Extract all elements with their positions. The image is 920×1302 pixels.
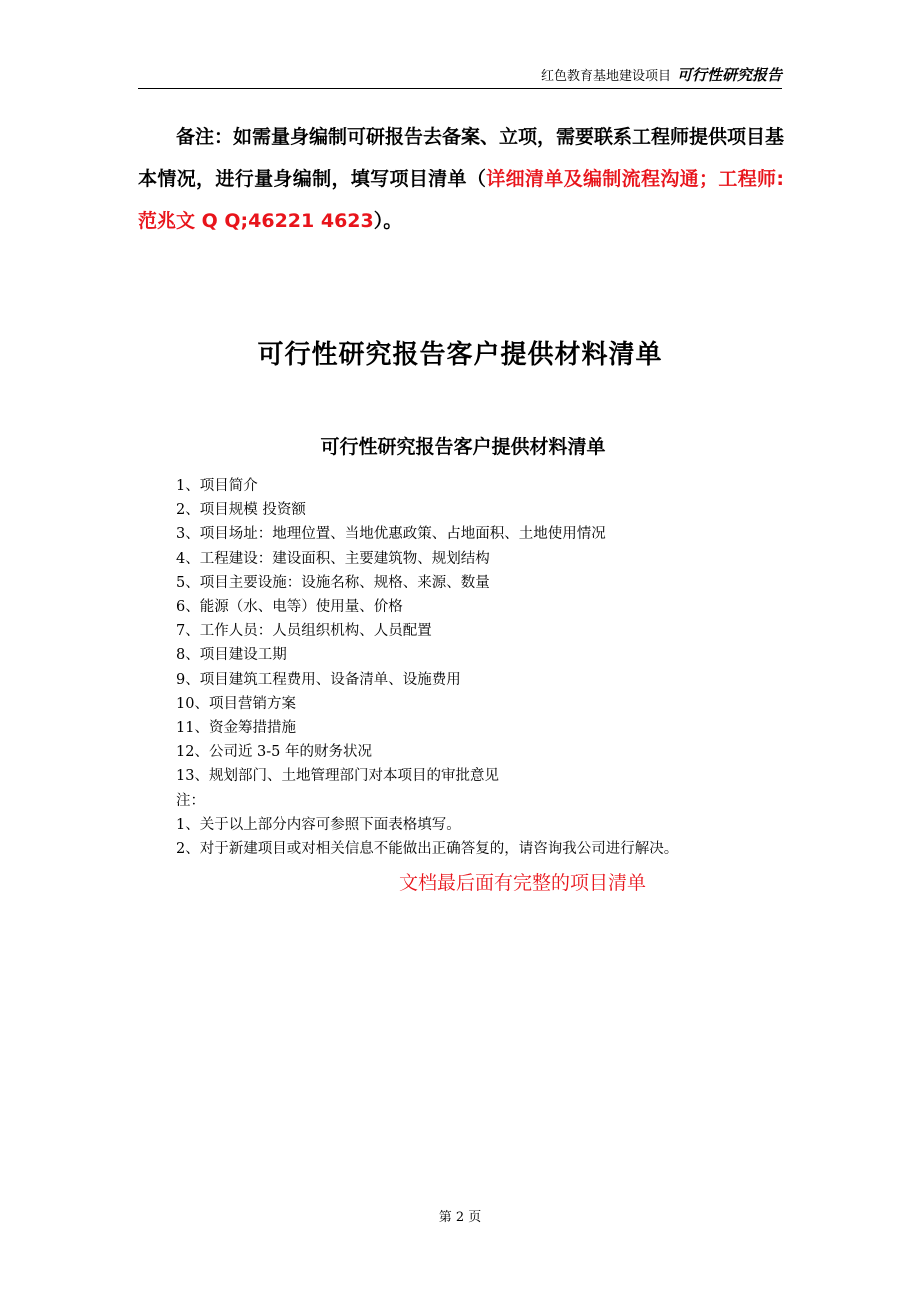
notes-label: 注： — [176, 792, 205, 809]
list-item: 11、资金筹措措施 — [176, 720, 296, 737]
page-header — [138, 64, 782, 88]
note-item: 1、关于以上部分内容可参照下面表格填写。 — [176, 816, 461, 833]
list-item: 8、项目建设工期 — [176, 647, 287, 664]
page-number: 第 2 页 — [438, 1210, 482, 1225]
remark-contact-text: 详细清单及编制流程沟通；工程师:范兆文 Q Q;46221 4623 — [138, 168, 784, 232]
list-item: 1、项目简介 — [176, 478, 258, 494]
list-item: 2、项目规模 投资额 — [176, 502, 306, 519]
list-item: 9、项目建筑工程费用、设备清单、设施费用 — [176, 671, 461, 688]
remark-paragraph — [138, 116, 784, 242]
header-report-title: 可行性研究报告 — [676, 66, 782, 84]
final-note: 文档最后面有完整的项目清单 — [399, 872, 647, 894]
header-rule — [138, 88, 782, 89]
sub-title: 可行性研究报告客户提供材料清单 — [320, 436, 606, 458]
list-item: 7、工作人员：人员组织机构、人员配置 — [176, 623, 432, 640]
list-item: 4、工程建设：建设面积、主要建筑物、规划结构 — [176, 550, 490, 567]
main-title: 可行性研究报告客户提供材料清单 — [257, 340, 663, 370]
remark-text: 备注：如需量身编制可研报告去备案、立项，需要联系工程师提供项目基本情况，进行量身编制，填写项目清单（ — [138, 126, 785, 190]
list-item: 5、项目主要设施：设施名称、规格、来源、数量 — [176, 574, 490, 591]
note-item: 2、对于新建项目或对相关信息不能做出正确答复的，请咨询我公司进行解决。 — [176, 841, 679, 858]
list-item: 13、规划部门、土地管理部门对本项目的审批意见 — [176, 768, 499, 785]
materials-list — [176, 474, 816, 861]
list-item: 10、项目营销方案 — [176, 695, 296, 712]
list-item: 3、项目场址：地理位置、当地优惠政策、占地面积、土地使用情况 — [176, 526, 606, 543]
list-item: 6、能源（水、电等）使用量、价格 — [176, 599, 403, 616]
header-project-name: 红色教育基地建设项目 — [540, 69, 671, 84]
list-item: 12、公司近 3-5 年的财务状况 — [176, 744, 373, 761]
remark-tail: ）。 — [373, 210, 403, 232]
